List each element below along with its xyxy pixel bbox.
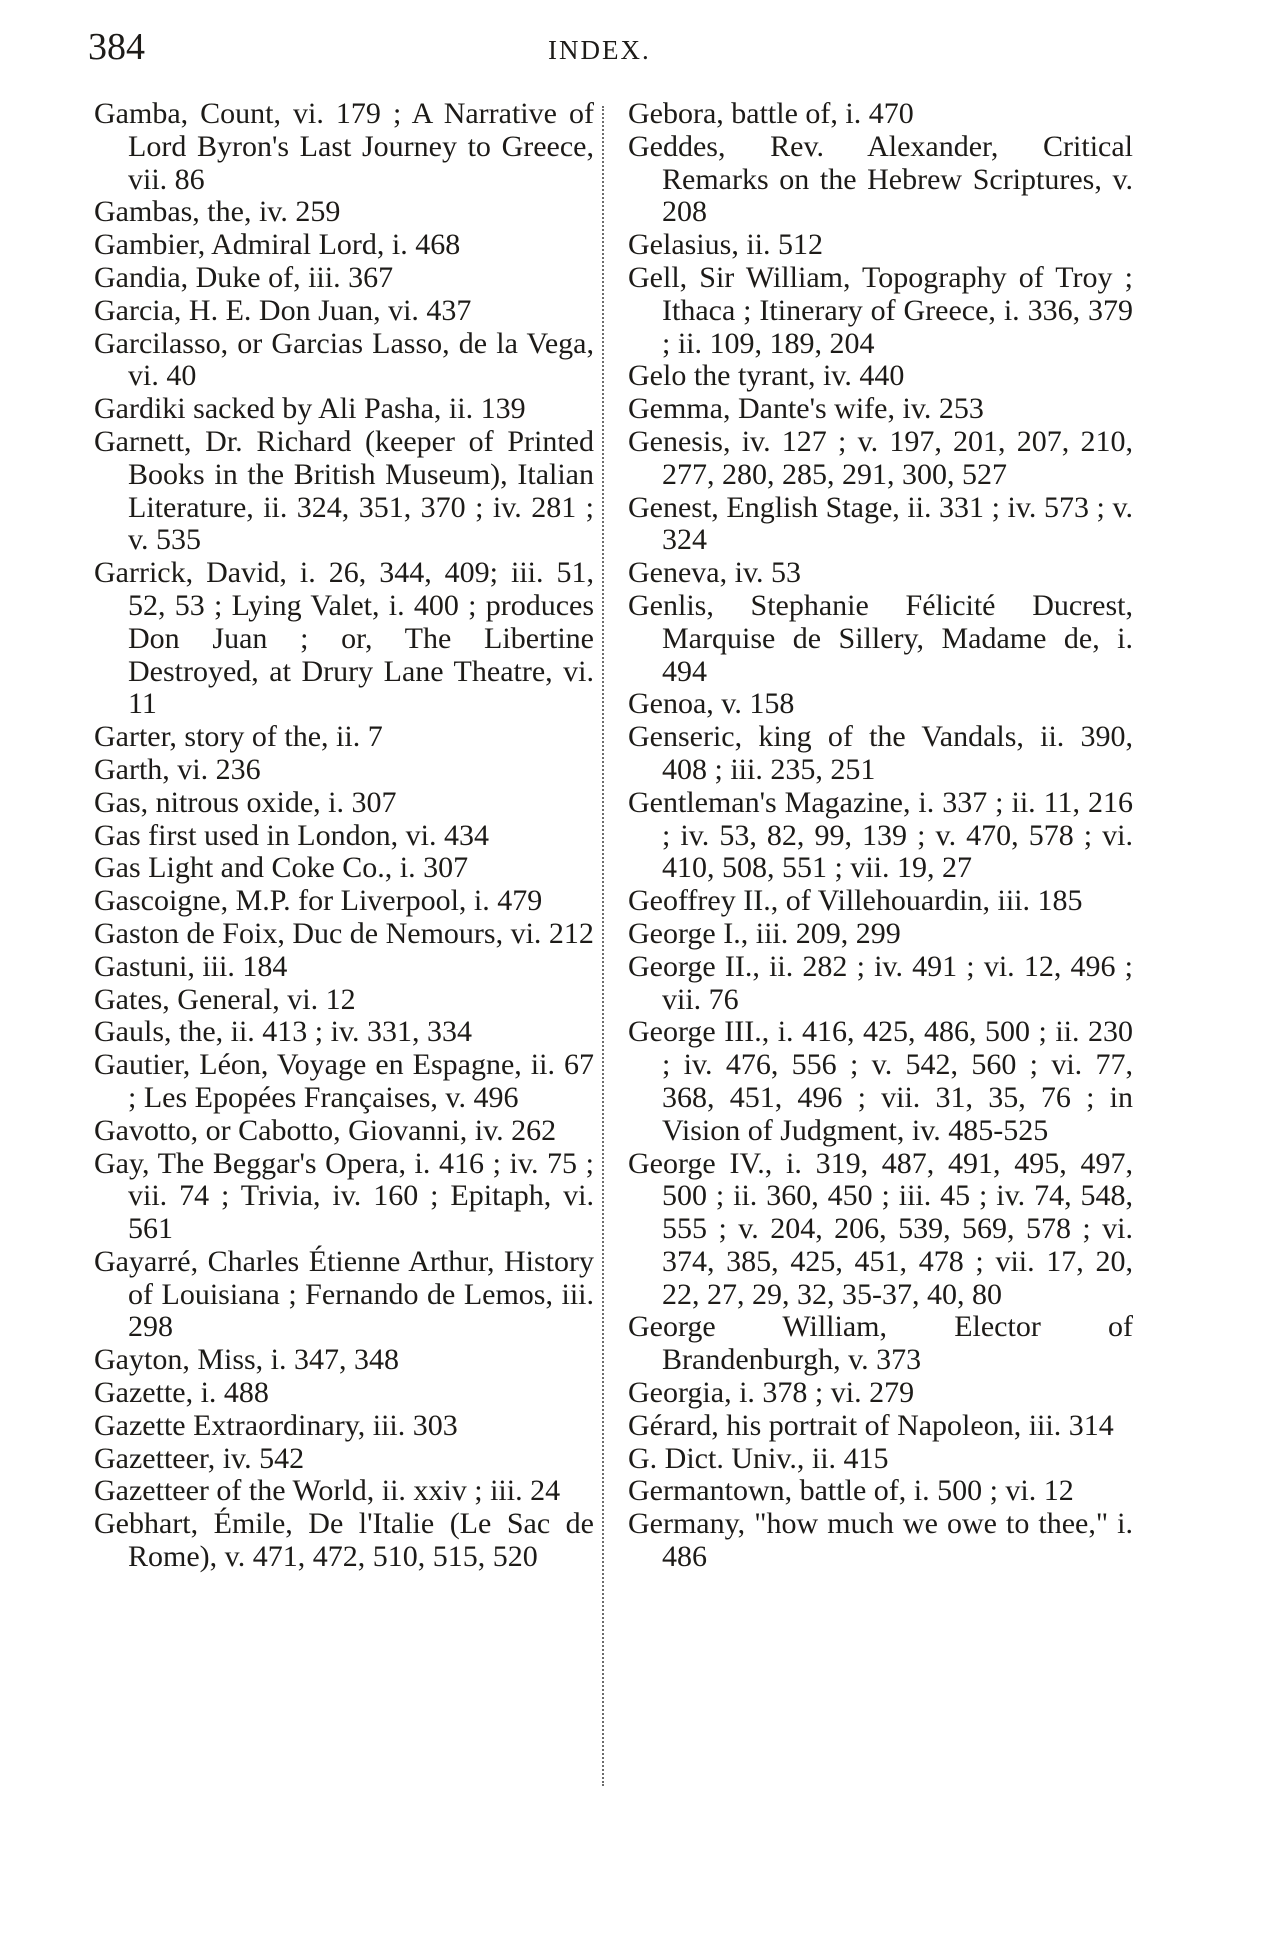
index-entry: Geoffrey II., of Villehouardin, iii. 185 bbox=[628, 884, 1083, 918]
index-entry: George III., i. 416, 425, 486, 500 ; ii. 230 ; iv. 476, 556 ; v. 542, 560 ; vi. 77, 368, 451, 496 ; vii. 31, 35, 76 ; in Vision of Judgment, iv. 485-525 bbox=[628, 1015, 1133, 1147]
index-entry: Gates, General, vi. 12 bbox=[94, 982, 356, 1016]
index-entry: Gauls, the, ii. 413 ; iv. 331, 334 bbox=[94, 1015, 473, 1049]
index-entry: Gell, Sir William, Topography of Troy ; Ithaca ; Itinerary of Greece, i. 336, 379 ; ii. 109, 189, 204 bbox=[628, 260, 1133, 360]
index-entry: Gascoigne, M.P. for Liverpool, i. 479 bbox=[94, 884, 543, 918]
index-entry: Gazetteer of the World, ii. xxiv ; iii. 24 bbox=[94, 1474, 561, 1508]
index-entry: Gazette, i. 488 bbox=[94, 1376, 269, 1410]
index-entry: Gayarré, Charles Étienne Arthur, History of Louisiana ; Fernando de Lemos, iii. 298 bbox=[94, 1244, 594, 1344]
index-entry: Gazette Extraordinary, iii. 303 bbox=[94, 1408, 458, 1442]
index-entry: Gautier, Léon, Voyage en Espagne, ii. 67 ; Les Epopées Françaises, v. 496 bbox=[94, 1048, 594, 1114]
index-entry: Gelasius, ii. 512 bbox=[628, 228, 823, 262]
index-entry: Gambas, the, iv. 259 bbox=[94, 195, 341, 229]
index-entry: Gardiki sacked by Ali Pasha, ii. 139 bbox=[94, 392, 526, 426]
column-divider bbox=[602, 106, 604, 1786]
index-entry: Gebhart, Émile, De l'Italie (Le Sac de Rome), v. 471, 472, 510, 515, 520 bbox=[94, 1507, 594, 1574]
index-column-left bbox=[94, 98, 594, 1574]
index-entry: Gérard, his portrait of Napoleon, iii. 314 bbox=[628, 1408, 1114, 1442]
index-entry: Germany, "how much we owe to thee," i. 486 bbox=[628, 1507, 1133, 1574]
index-entry: George IV., i. 319, 487, 491, 495, 497, 500 ; ii. 360, 450 ; iii. 45 ; iv. 74, 548, 555 ; v. 204, 206, 539, 569, 578 ; vi. 374, 385, 425, 451, 478 ; vii. 17, 20, 22, 27, 29, 32, 35-37, 40, 80 bbox=[628, 1146, 1133, 1311]
index-entry: G. Dict. Univ., ii. 415 bbox=[628, 1441, 889, 1475]
index-entry: Geddes, Rev. Alexander, Critical Remarks on the Hebrew Scriptures, v. 208 bbox=[628, 129, 1133, 229]
index-entry: Garrick, David, i. 26, 344, 409; iii. 51, 52, 53 ; Lying Valet, i. 400 ; produces Don Juan ; or, The Libertine Destroyed, at Drury Lane Theatre, vi. 11 bbox=[94, 556, 594, 721]
index-entry: Gas, nitrous oxide, i. 307 bbox=[94, 785, 397, 819]
index-entry: Gebora, battle of, i. 470 bbox=[628, 97, 914, 130]
index-entry: Garnett, Dr. Richard (keeper of Printed Books in the British Museum), Italian Literature, ii. 324, 351, 370 ; iv. 281 ; v. 535 bbox=[94, 424, 594, 557]
index-entry: Gamba, Count, vi. 179 ; A Narrative of Lord Byron's Last Journey to Greece, vii. 86 bbox=[94, 97, 594, 196]
index-entry: Garcia, H. E. Don Juan, vi. 437 bbox=[94, 293, 472, 327]
index-entry: Gas Light and Coke Co., i. 307 bbox=[94, 851, 469, 885]
index-entry: Gas first used in London, vi. 434 bbox=[94, 818, 489, 852]
index-entry: Geneva, iv. 53 bbox=[628, 556, 801, 590]
index-entry: Genseric, king of the Vandals, ii. 390, 408 ; iii. 235, 251 bbox=[628, 720, 1133, 786]
index-entry: George II., ii. 282 ; iv. 491 ; vi. 12, 496 ; vii. 76 bbox=[628, 949, 1133, 1016]
index-entry: Gentleman's Magazine, i. 337 ; ii. 11, 216 ; iv. 53, 82, 99, 139 ; v. 470, 578 ; vi. 410, 508, 551 ; vii. 19, 27 bbox=[628, 785, 1133, 885]
index-entry: George I., iii. 209, 299 bbox=[628, 916, 901, 950]
index-entry: Garcilasso, or Garcias Lasso, de la Vega, vi. 40 bbox=[94, 326, 594, 393]
index-entry: Gastuni, iii. 184 bbox=[94, 949, 288, 983]
page-number: 384 bbox=[88, 26, 145, 68]
index-entry: Genoa, v. 158 bbox=[628, 687, 795, 721]
index-entry: Gavotto, or Cabotto, Giovanni, iv. 262 bbox=[94, 1113, 557, 1147]
index-entry: Gambier, Admiral Lord, i. 468 bbox=[94, 228, 461, 262]
index-entry: George William, Elector of Brandenburgh, v. 373 bbox=[628, 1310, 1133, 1377]
index-column-right bbox=[628, 98, 1133, 1574]
index-entry: Georgia, i. 378 ; vi. 279 bbox=[628, 1376, 915, 1410]
running-header bbox=[0, 22, 1277, 72]
index-entry: Gemma, Dante's wife, iv. 253 bbox=[628, 392, 984, 426]
index-entry: Gayton, Miss, i. 347, 348 bbox=[94, 1343, 400, 1377]
index-entry: Garth, vi. 236 bbox=[94, 752, 261, 786]
index-entry: Gaston de Foix, Duc de Nemours, vi. 212 bbox=[94, 916, 594, 950]
index-entry: Genest, English Stage, ii. 331 ; iv. 573 ; v. 324 bbox=[628, 490, 1133, 557]
index-entry: Gay, The Beggar's Opera, i. 416 ; iv. 75 ; vii. 74 ; Trivia, iv. 160 ; Epitaph, vi. 561 bbox=[94, 1146, 594, 1246]
index-entry: Genesis, iv. 127 ; v. 197, 201, 207, 210, 277, 280, 285, 291, 300, 527 bbox=[628, 424, 1133, 491]
index-entry: Gelo the tyrant, iv. 440 bbox=[628, 359, 905, 393]
index-entry: Germantown, battle of, i. 500 ; vi. 12 bbox=[628, 1474, 1074, 1508]
index-entry: Gandia, Duke of, iii. 367 bbox=[94, 260, 394, 294]
index-entry: Gazetteer, iv. 542 bbox=[94, 1441, 305, 1475]
index-entry: Garter, story of the, ii. 7 bbox=[94, 720, 383, 754]
index-entry: Genlis, Stephanie Félicité Ducrest, Marquise de Sillery, Madame de, i. 494 bbox=[628, 588, 1133, 688]
running-title: INDEX. bbox=[548, 35, 651, 65]
